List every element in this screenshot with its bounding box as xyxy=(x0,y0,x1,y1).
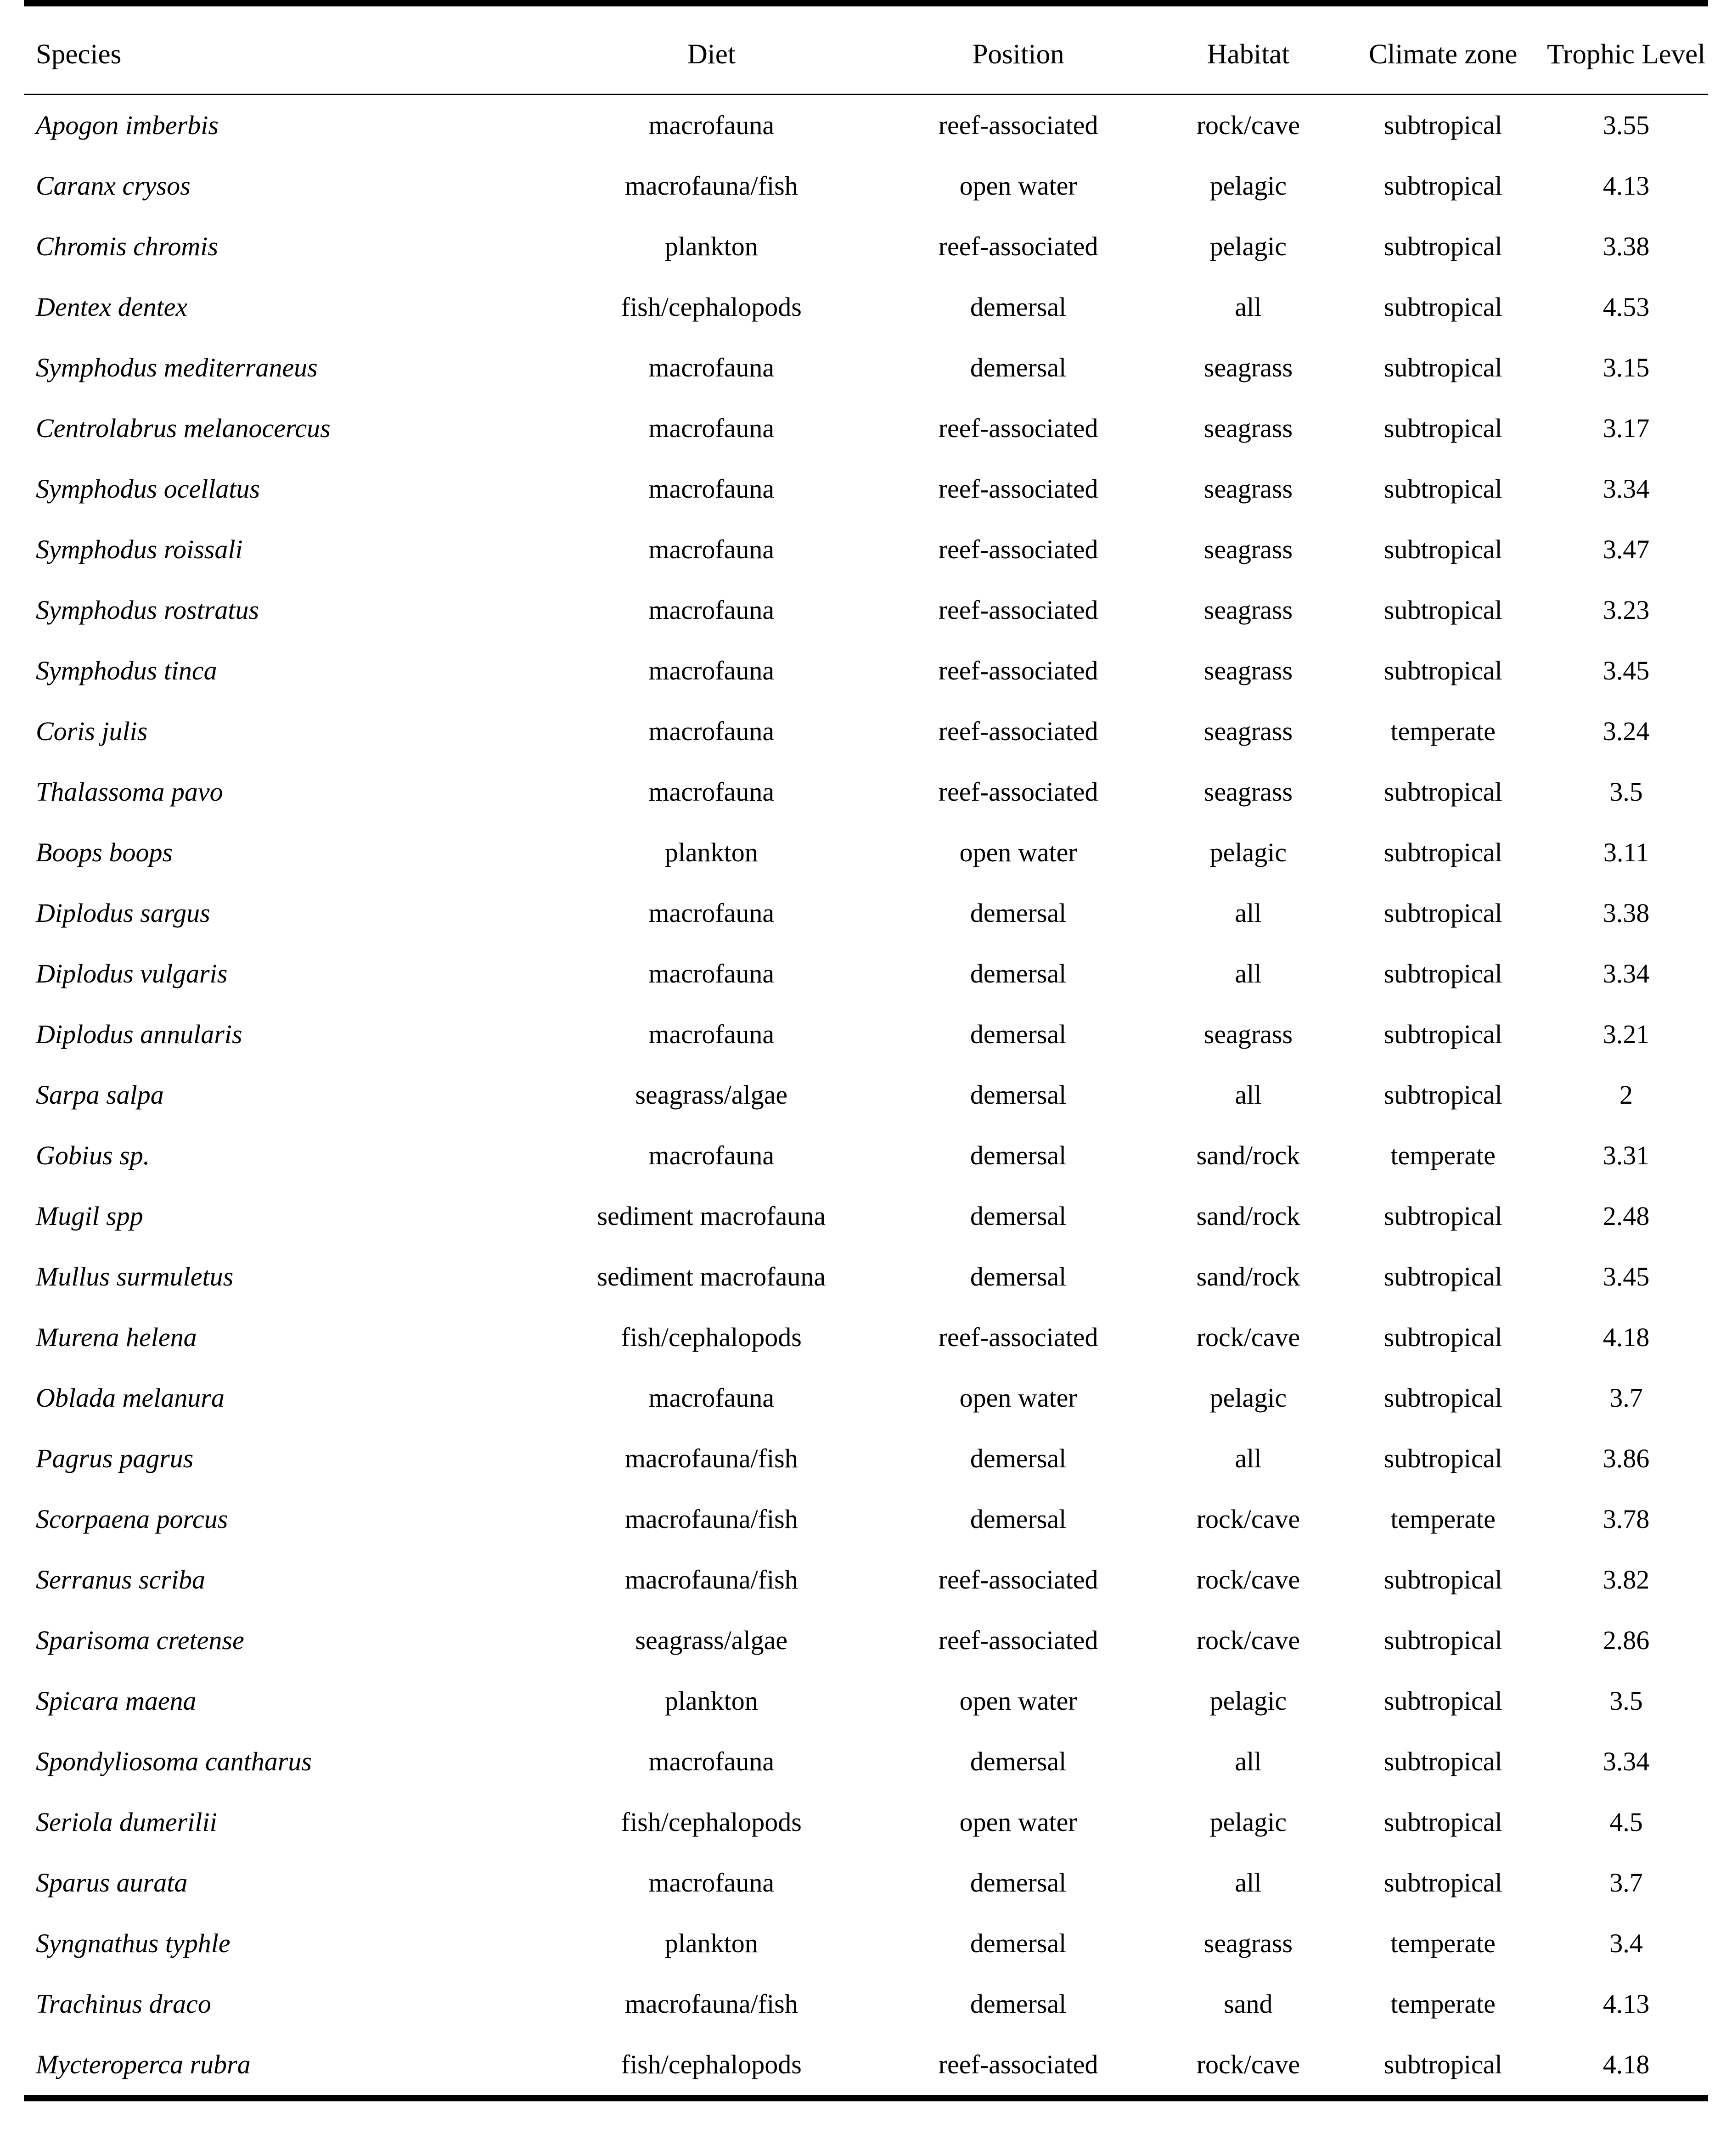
cell-climate: subtropical xyxy=(1383,595,1502,625)
table-row xyxy=(24,1246,1708,1307)
cell-species: Spondyliosoma cantharus xyxy=(36,1746,312,1776)
cell-habitat: sand/rock xyxy=(1196,1262,1300,1291)
cell-position: open water xyxy=(959,1383,1077,1413)
table-row xyxy=(24,459,1708,519)
cell-habitat: rock/cave xyxy=(1196,1625,1300,1655)
cell-diet: macrofauna/fish xyxy=(624,171,798,201)
cell-habitat: pelagic xyxy=(1209,837,1287,867)
cell-trophic: 3.78 xyxy=(1603,1504,1650,1534)
cell-trophic: 2.48 xyxy=(1603,1201,1650,1231)
cell-habitat: sand/rock xyxy=(1196,1201,1300,1231)
cell-diet: macrofauna xyxy=(648,1019,775,1049)
cell-climate: subtropical xyxy=(1383,959,1502,988)
cell-trophic: 3.82 xyxy=(1603,1565,1650,1595)
cell-species: Oblada melanura xyxy=(36,1383,225,1413)
cell-position: demersal xyxy=(970,959,1067,988)
cell-position: demersal xyxy=(970,1080,1067,1110)
column-header-position: Position xyxy=(882,3,1155,95)
cell-trophic: 4.13 xyxy=(1603,1989,1650,2019)
cell-trophic: 4.53 xyxy=(1603,292,1650,322)
cell-position: demersal xyxy=(970,898,1067,928)
cell-habitat: all xyxy=(1235,1080,1262,1110)
cell-species: Chromis chromis xyxy=(36,231,218,261)
cell-habitat: rock/cave xyxy=(1196,1504,1300,1534)
cell-trophic: 3.38 xyxy=(1603,231,1650,261)
cell-trophic: 3.17 xyxy=(1603,413,1650,443)
cell-trophic: 3.38 xyxy=(1603,898,1650,928)
cell-species: Symphodus ocellatus xyxy=(36,474,260,504)
cell-habitat: all xyxy=(1235,959,1262,988)
cell-trophic: 3.21 xyxy=(1603,1019,1650,1049)
cell-species: Sparus aurata xyxy=(36,1868,188,1898)
cell-climate: subtropical xyxy=(1383,656,1502,685)
cell-species: Gobius sp. xyxy=(36,1140,150,1170)
cell-species: Boops boops xyxy=(36,837,173,867)
cell-habitat: seagrass xyxy=(1203,1928,1293,1958)
cell-climate: subtropical xyxy=(1383,837,1502,867)
cell-species: Scorpaena porcus xyxy=(36,1504,228,1534)
cell-diet: macrofauna xyxy=(648,1140,775,1170)
cell-habitat: all xyxy=(1235,1746,1262,1776)
cell-position: reef-associated xyxy=(938,716,1098,746)
cell-trophic: 3.31 xyxy=(1603,1140,1650,1170)
cell-climate: subtropical xyxy=(1383,1443,1502,1473)
cell-diet: macrofauna xyxy=(648,1868,775,1898)
cell-trophic: 3.47 xyxy=(1603,534,1650,564)
cell-climate: subtropical xyxy=(1383,1019,1502,1049)
cell-trophic: 3.45 xyxy=(1603,1262,1650,1291)
cell-diet: macrofauna xyxy=(648,474,775,504)
cell-trophic: 3.24 xyxy=(1603,716,1650,746)
table-row xyxy=(24,337,1708,398)
table-row xyxy=(24,156,1708,216)
table-row xyxy=(24,1489,1708,1550)
table-row xyxy=(24,1307,1708,1368)
cell-climate: subtropical xyxy=(1383,1262,1502,1291)
cell-trophic: 3.23 xyxy=(1603,595,1650,625)
table-row xyxy=(24,1853,1708,1913)
cell-climate: subtropical xyxy=(1383,110,1502,140)
cell-habitat: sand xyxy=(1224,1989,1273,2019)
cell-climate: subtropical xyxy=(1383,231,1502,261)
cell-position: demersal xyxy=(970,1019,1067,1049)
table-row xyxy=(24,216,1708,277)
cell-species: Mycteroperca rubra xyxy=(24,2034,541,2098)
cell-trophic: 3.34 xyxy=(1603,1746,1650,1776)
cell-diet: fish/cephalopods xyxy=(621,292,802,322)
cell-habitat: seagrass xyxy=(1203,777,1293,807)
cell-position: demersal xyxy=(970,1928,1067,1958)
cell-species: Diplodus sargus xyxy=(36,898,210,928)
cell-position: reef-associated xyxy=(938,110,1098,140)
cell-position: demersal xyxy=(970,1746,1067,1776)
cell-climate: subtropical xyxy=(1383,171,1502,201)
table-row xyxy=(24,1550,1708,1610)
cell-climate: subtropical xyxy=(1383,1080,1502,1110)
cell-habitat: seagrass xyxy=(1203,534,1293,564)
cell-trophic: 3.5 xyxy=(1609,777,1643,807)
cell-trophic: 2.86 xyxy=(1603,1625,1650,1655)
cell-position: open water xyxy=(959,1807,1077,1837)
table-row xyxy=(24,277,1708,337)
cell-diet: seagrass/algae xyxy=(635,1080,788,1110)
cell-diet: fish/cephalopods xyxy=(621,1322,802,1352)
cell-species: Apogon imberbis xyxy=(36,110,219,140)
cell-trophic: 3.4 xyxy=(1609,1928,1643,1958)
cell-climate: subtropical xyxy=(1383,292,1502,322)
cell-species: Murena helena xyxy=(36,1322,197,1352)
cell-diet: macrofauna xyxy=(648,353,775,382)
cell-diet: macrofauna xyxy=(648,1746,775,1776)
table-body xyxy=(24,95,1708,2099)
table-row xyxy=(24,95,1708,156)
table-row xyxy=(24,762,1708,822)
cell-diet: fish/cephalopods xyxy=(541,2034,882,2098)
cell-climate: subtropical xyxy=(1383,413,1502,443)
cell-diet: macrofauna xyxy=(648,777,775,807)
cell-habitat: seagrass xyxy=(1203,595,1293,625)
cell-climate: subtropical xyxy=(1383,474,1502,504)
cell-climate: subtropical xyxy=(1383,534,1502,564)
cell-habitat: pelagic xyxy=(1209,171,1287,201)
column-header-climate-zone: Climate zone xyxy=(1342,3,1544,95)
cell-habitat: all xyxy=(1235,1868,1262,1898)
cell-position: reef-associated xyxy=(882,2034,1155,2098)
cell-climate: temperate xyxy=(1390,1140,1496,1170)
cell-species: Diplodus vulgaris xyxy=(36,959,228,988)
cell-position: reef-associated xyxy=(938,413,1098,443)
cell-species: Sarpa salpa xyxy=(36,1080,164,1110)
column-header-species: Species xyxy=(24,3,541,95)
cell-diet: macrofauna xyxy=(648,716,775,746)
cell-species: Seriola dumerilii xyxy=(36,1807,217,1837)
table-row xyxy=(24,1731,1708,1792)
cell-trophic: 3.86 xyxy=(1603,1443,1650,1473)
cell-habitat: seagrass xyxy=(1203,716,1293,746)
table-header xyxy=(24,3,1708,95)
table-header-row xyxy=(24,3,1708,95)
cell-climate: subtropical xyxy=(1383,1565,1502,1595)
cell-trophic: 4.18 xyxy=(1544,2034,1708,2098)
cell-species: Caranx crysos xyxy=(36,171,191,201)
cell-diet: macrofauna/fish xyxy=(624,1443,798,1473)
cell-species: Symphodus tinca xyxy=(36,656,217,685)
table-row xyxy=(24,1125,1708,1186)
table-row xyxy=(24,883,1708,943)
cell-diet: macrofauna xyxy=(648,656,775,685)
cell-species: Dentex dentex xyxy=(36,292,188,322)
cell-climate: subtropical xyxy=(1383,1746,1502,1776)
cell-position: demersal xyxy=(970,292,1067,322)
cell-climate: subtropical xyxy=(1383,1383,1502,1413)
cell-climate: subtropical xyxy=(1383,1868,1502,1898)
cell-habitat: rock/cave xyxy=(1196,110,1300,140)
table-row xyxy=(24,398,1708,459)
cell-species: Diplodus annularis xyxy=(36,1019,242,1049)
table-row xyxy=(24,1428,1708,1489)
cell-diet: macrofauna xyxy=(648,898,775,928)
cell-trophic: 3.7 xyxy=(1609,1383,1643,1413)
cell-diet: macrofauna xyxy=(648,534,775,564)
cell-diet: macrofauna xyxy=(648,595,775,625)
cell-habitat: pelagic xyxy=(1209,1383,1287,1413)
cell-trophic: 4.18 xyxy=(1603,1322,1650,1352)
cell-position: demersal xyxy=(970,1443,1067,1473)
cell-trophic: 3.5 xyxy=(1609,1686,1643,1716)
table-row xyxy=(24,580,1708,640)
table-row xyxy=(24,1065,1708,1125)
cell-habitat: rock/cave xyxy=(1196,1565,1300,1595)
cell-position: open water xyxy=(959,171,1077,201)
cell-species: Spicara maena xyxy=(36,1686,197,1716)
cell-habitat: all xyxy=(1235,1443,1262,1473)
cell-species: Thalassoma pavo xyxy=(36,777,223,807)
table-row xyxy=(24,1913,1708,1974)
cell-diet: macrofauna/fish xyxy=(624,1504,798,1534)
cell-diet: macrofauna xyxy=(648,959,775,988)
cell-diet: seagrass/algae xyxy=(635,1625,788,1655)
cell-habitat: seagrass xyxy=(1203,413,1293,443)
cell-habitat: seagrass xyxy=(1203,656,1293,685)
cell-diet: plankton xyxy=(664,837,758,867)
cell-trophic: 3.7 xyxy=(1609,1868,1643,1898)
cell-trophic: 4.13 xyxy=(1603,171,1650,201)
cell-climate: subtropical xyxy=(1383,1807,1502,1837)
cell-trophic: 3.45 xyxy=(1603,656,1650,685)
cell-habitat: seagrass xyxy=(1203,353,1293,382)
cell-position: reef-associated xyxy=(938,1322,1098,1352)
cell-position: reef-associated xyxy=(938,474,1098,504)
cell-habitat: pelagic xyxy=(1209,1686,1287,1716)
cell-climate: subtropical xyxy=(1383,898,1502,928)
cell-species: Mullus surmuletus xyxy=(36,1262,234,1291)
cell-position: demersal xyxy=(970,1140,1067,1170)
cell-climate: subtropical xyxy=(1383,1201,1502,1231)
cell-position: reef-associated xyxy=(938,777,1098,807)
table-row xyxy=(24,519,1708,580)
cell-trophic: 3.55 xyxy=(1603,110,1650,140)
cell-position: open water xyxy=(959,1686,1077,1716)
cell-habitat: sand/rock xyxy=(1196,1140,1300,1170)
cell-position: reef-associated xyxy=(938,595,1098,625)
cell-climate: temperate xyxy=(1390,716,1496,746)
cell-climate: subtropical xyxy=(1383,777,1502,807)
cell-position: reef-associated xyxy=(938,1625,1098,1655)
cell-position: demersal xyxy=(970,1262,1067,1291)
species-traits-table xyxy=(24,0,1708,2101)
cell-species: Pagrus pagrus xyxy=(36,1443,194,1473)
cell-climate: subtropical xyxy=(1383,1625,1502,1655)
cell-climate: temperate xyxy=(1390,1928,1496,1958)
column-header-diet: Diet xyxy=(541,3,882,95)
cell-position: reef-associated xyxy=(938,534,1098,564)
cell-species: Coris julis xyxy=(36,716,148,746)
cell-diet: macrofauna xyxy=(648,413,775,443)
table-row xyxy=(24,1671,1708,1731)
cell-diet: plankton xyxy=(664,1928,758,1958)
table-row xyxy=(24,822,1708,883)
cell-trophic: 3.15 xyxy=(1603,353,1650,382)
table-row xyxy=(24,1186,1708,1246)
cell-trophic: 3.34 xyxy=(1603,474,1650,504)
cell-species: Centrolabrus melanocercus xyxy=(36,413,331,443)
cell-position: demersal xyxy=(970,1868,1067,1898)
cell-species: Trachinus draco xyxy=(36,1989,211,2019)
table-row xyxy=(24,1974,1708,2034)
table-row xyxy=(24,1792,1708,1853)
cell-climate: temperate xyxy=(1390,1504,1496,1534)
cell-habitat: pelagic xyxy=(1209,1807,1287,1837)
cell-position: demersal xyxy=(970,1504,1067,1534)
cell-habitat: rock/cave xyxy=(1196,1322,1300,1352)
cell-species: Symphodus rostratus xyxy=(36,595,259,625)
cell-species: Symphodus roissali xyxy=(36,534,243,564)
table-row xyxy=(24,1004,1708,1065)
cell-diet: sediment macrofauna xyxy=(597,1262,826,1291)
cell-trophic: 2 xyxy=(1620,1080,1633,1110)
cell-habitat: seagrass xyxy=(1203,474,1293,504)
cell-habitat: all xyxy=(1235,898,1262,928)
cell-habitat: seagrass xyxy=(1203,1019,1293,1049)
cell-habitat: rock/cave xyxy=(1154,2034,1342,2098)
cell-habitat: all xyxy=(1235,292,1262,322)
cell-diet: sediment macrofauna xyxy=(597,1201,826,1231)
cell-position: demersal xyxy=(970,1201,1067,1231)
table-row xyxy=(24,640,1708,701)
cell-climate: subtropical xyxy=(1383,1322,1502,1352)
cell-species: Mugil spp xyxy=(36,1201,143,1231)
table-row xyxy=(24,943,1708,1004)
cell-diet: macrofauna/fish xyxy=(624,1565,798,1595)
cell-habitat: pelagic xyxy=(1209,231,1287,261)
cell-diet: plankton xyxy=(664,231,758,261)
cell-diet: fish/cephalopods xyxy=(621,1807,802,1837)
cell-species: Serranus scriba xyxy=(36,1565,205,1595)
cell-diet: macrofauna xyxy=(648,1383,775,1413)
cell-position: demersal xyxy=(970,353,1067,382)
cell-diet: macrofauna xyxy=(648,110,775,140)
table-row xyxy=(24,1610,1708,1671)
cell-species: Syngnathus typhle xyxy=(36,1928,231,1958)
column-header-habitat: Habitat xyxy=(1154,3,1342,95)
table-row xyxy=(24,1368,1708,1428)
cell-position: demersal xyxy=(970,1989,1067,2019)
cell-trophic: 4.5 xyxy=(1609,1807,1643,1837)
column-header-trophic-level: Trophic Level xyxy=(1544,3,1708,95)
cell-species: Sparisoma cretense xyxy=(36,1625,244,1655)
cell-trophic: 3.11 xyxy=(1603,837,1649,867)
cell-climate: subtropical xyxy=(1383,1686,1502,1716)
cell-species: Symphodus mediterraneus xyxy=(36,353,318,382)
cell-climate: temperate xyxy=(1390,1989,1496,2019)
table-row xyxy=(24,2034,1708,2098)
cell-trophic: 3.34 xyxy=(1603,959,1650,988)
cell-diet: plankton xyxy=(664,1686,758,1716)
cell-position: open water xyxy=(959,837,1077,867)
cell-position: reef-associated xyxy=(938,231,1098,261)
table-row xyxy=(24,701,1708,762)
cell-position: reef-associated xyxy=(938,656,1098,685)
cell-climate: subtropical xyxy=(1383,353,1502,382)
cell-climate: subtropical xyxy=(1342,2034,1544,2098)
cell-diet: macrofauna/fish xyxy=(624,1989,798,2019)
cell-position: reef-associated xyxy=(938,1565,1098,1595)
